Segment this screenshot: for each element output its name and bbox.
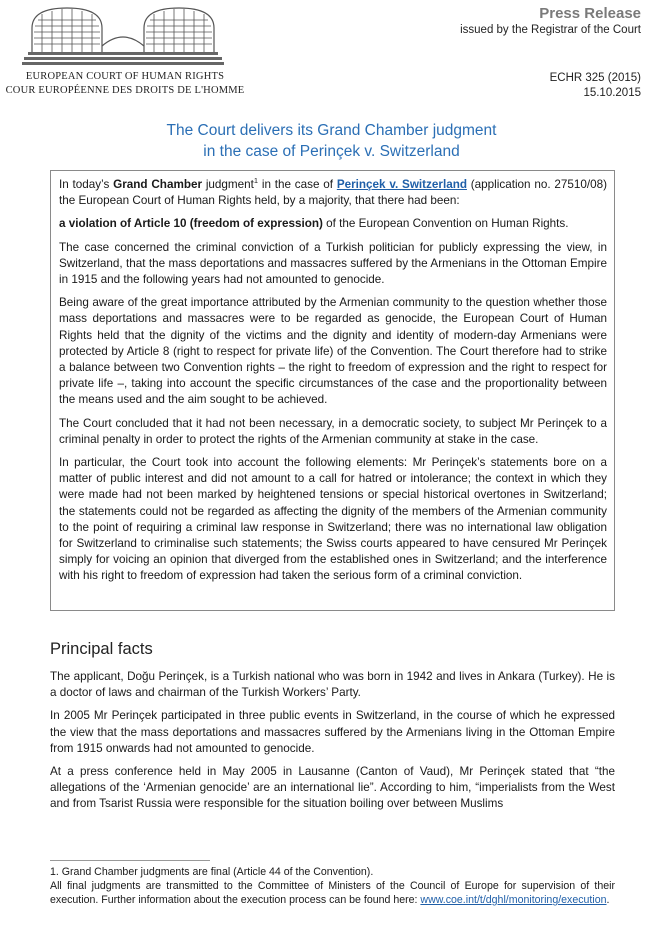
summary-paragraph-1 [59,177,607,209]
footnote-ref[interactable]: 1 [253,176,259,186]
release-date: 15.10.2015 [583,87,641,99]
summary-paragraph-6: In particular, the Court took into account the following elements: Mr Perinçek’s statements bore on a matter of public interest and did not amount to a call for hatred or intolerance; the context in which they were made had not been marked by heightened tensions or special historical overtones in Switzerland; the statements could not be regarded as affecting the dignity of the members of the Armenian community to the point of requiring a criminal law response in Switzerland; there was no international law obligation for Switzerland to criminalise such statements; the Swiss courts appeared to have censured Mr Perinçek simply for voicing an opinion that diverged from the established ones in Switzerland; and the interference with his right to freedom of expression had taken the serious form of a criminal conviction. [59,456,607,583]
text-span: All final judgments are transmitted to the Committee of Ministers of the Council of Europe for supervision of their execution. Further information about the execution process can be found here: [50,880,615,906]
footnotes [50,865,615,907]
summary-box [50,170,615,611]
reference-block [550,71,641,101]
footnote-2 [50,879,615,907]
case-link[interactable]: Perinçek v. Switzerland [336,178,467,191]
footnote-divider [50,860,210,861]
text-span: In today’s [59,178,114,191]
footnote-1: 1. Grand Chamber judgments are final (Article 44 of the Convention). [50,866,374,878]
summary-paragraph-2 [59,216,607,232]
issuer-line: issued by the Registrar of the Court [460,24,641,36]
summary-paragraph-5: The Court concluded that it had not been necessary, in a democratic society, to subject Mr Perinçek to a criminal penalty in order to protect the rights of the Armenian community at stake in the case. [59,416,607,446]
text-span: in the case of [258,178,337,191]
principal-facts-body [50,669,615,820]
summary-paragraph-4: Being aware of the great importance attributed by the Armenian community to the question whether those mass deportations and massacres were to be regarded as genocide, the European Court of Human Rights held that the dignity of the victims and the dignity and identity of modern-day Armenians were protected by Article 8 (right to respect for private life) of the Convention. The Court therefore had to strike a balance between two Convention rights – the right to freedom of expression and the right to respect for private life –, taking into account the specific circumstances of the case and the proportionality between the means used and the aim sought to be achieved. [59,296,607,407]
facts-paragraph-3: At a press conference held in May 2005 in Lausanne (Canton of Vaud), Mr Perinçek stated that “the allegations of the ‘Armenian genocide’ are an international lie”. According to him, “imperialists from the West and from Tsarist Russia were responsible for the situation boiling over between Muslims [50,765,615,811]
page-title [0,120,663,162]
title-line-2: in the case of Perinçek v. Switzerland [203,143,460,160]
facts-paragraph-2: In 2005 Mr Perinçek participated in three public events in Switzerland, in the course of which he expressed the view that the mass deportations and massacres suffered by the Armenians living in the Ottoman Empire from 1915 onwards had not amounted to genocide. [50,709,615,755]
court-name-english: EUROPEAN COURT OF HUMAN RIGHTS [25,71,225,82]
title-line-1: The Court delivers its Grand Chamber judgment [166,122,497,139]
facts-paragraph-1: The applicant, Doğu Perinçek, is a Turkish national who was born in 1942 and lives in Ankara (Turkey). He is a doctor of laws and chairman of the Turkish Workers’ Party. [50,670,615,700]
court-name-french: COUR EUROPÉENNE DES DROITS DE L'HOMME [5,85,245,96]
reference-number: ECHR 325 (2015) [549,72,641,84]
text-span: . [606,894,610,906]
press-release-title: Press Release [539,5,641,22]
execution-link[interactable]: www.coe.int/t/dghl/monitoring/execution [420,894,607,906]
text-span: judgment [202,178,254,191]
grand-chamber-bold: Grand Chamber [113,178,203,191]
court-logo [22,6,232,68]
summary-paragraph-3: The case concerned the criminal conviction of a Turkish politician for publicly expressing the view, in Switzerland, that the mass deportations and massacres suffered by the Armenians in the Ottoman Empire in 1915 and the following years had not amounted to genocide. [59,240,607,287]
violation-bold: a violation of Article 10 (freedom of expression) [59,217,323,231]
text-span: of the European Convention on Human Rights. [322,217,569,231]
text-span: (application no. 27510/08) the European Court of Human Rights held, by a majority, that there had been: [59,178,608,208]
principal-facts-heading: Principal facts [50,640,153,658]
